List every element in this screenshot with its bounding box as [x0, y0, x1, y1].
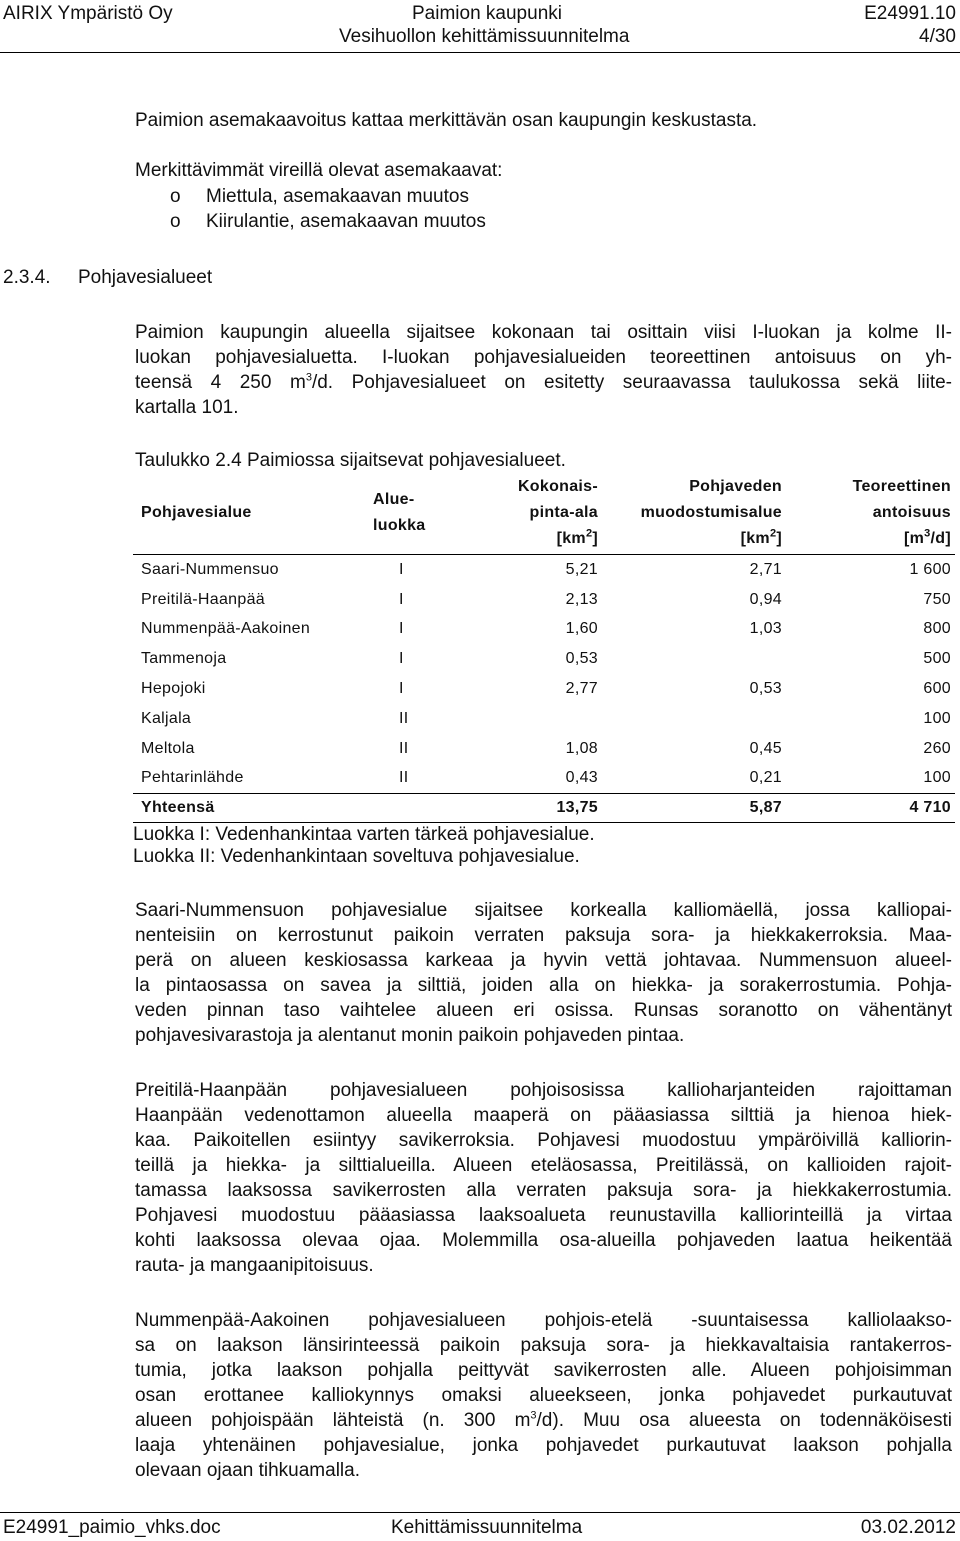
header-client: Paimion kaupunki	[412, 3, 562, 24]
paragraph-saari-nummensuo	[135, 898, 952, 1048]
text-line: sa on laakson länsirinteessä paikoin paksuja sora- ja hiekkavaltaisia rantakerros-	[135, 1335, 952, 1356]
text-segment: alueen pohjoispään lähteistä (n. 300 m	[135, 1410, 531, 1431]
table-caption: Taulukko 2.4 Paimiossa sijaitsevat pohjavesialueet.	[135, 450, 566, 471]
text-line: rauta- ja mangaanipitoisuus.	[135, 1255, 374, 1276]
total-formation-sum: 5,87	[608, 794, 796, 823]
header-yield: Teoreettinen antoisuus $[m^3/d]$	[796, 472, 955, 555]
yield: 100	[923, 769, 951, 787]
area-class: II	[399, 739, 409, 757]
text-line	[135, 370, 952, 395]
header-page-number: 4/30	[919, 26, 956, 47]
text-line: Saari-Nummensuon pohjavesialue sijaitsee korkealla kalliomäellä, jossa kalliopai-	[135, 900, 952, 921]
text-line: kaa. Paikoitellen esiintyy savikerroksia. Pohjavesi muodostuu ympäröivillä kalliorin-	[135, 1130, 952, 1151]
text-line: tamassa laaksossa savikerrosten alla verraten paksuja sora- ja hiekkakerrostumia.	[135, 1180, 952, 1201]
paragraph-preitila-haanpaa	[135, 1078, 952, 1278]
total-area	[428, 704, 608, 734]
area-name: Preitilä-Haanpää	[141, 590, 265, 608]
yield: 1 600	[909, 560, 951, 578]
yield: 100	[923, 709, 951, 727]
text-line: nenteisiin on kerrostunut paikoin verraten paksuja sora- ja hiekkakerroksia. Maa-	[135, 925, 952, 946]
area-class: I	[399, 590, 404, 608]
text-line: Preitilä-Haanpään pohjavesialueen pohjoisosissa kallioharjanteiden rajoittaman	[135, 1080, 952, 1101]
text-line	[135, 1408, 952, 1433]
table-note: Luokka I: Vedenhankintaa varten tärkeä pohjavesialue.	[133, 824, 595, 845]
intro-line-2: Merkittävimmät vireillä olevat asemakaavat:	[135, 160, 503, 181]
superscript: 3	[530, 1409, 537, 1422]
area-class: I	[399, 680, 404, 698]
total-area-sum: 13,75	[428, 794, 608, 823]
area-class: II	[399, 769, 409, 787]
area-name: Nummenpää-Aakoinen	[141, 620, 311, 638]
table-row	[133, 764, 955, 794]
text-line: tumia, jotka laakson pohjalla peittyvät savikerrosten alle. Alueen pohjoisimman	[135, 1360, 952, 1381]
total-area: 5,21	[565, 560, 598, 578]
formation-area: 0,94	[749, 590, 782, 608]
table-row	[133, 615, 955, 645]
text-line: kohti laaksossa olevaa ojaa. Molemmilla osa-alueilla pohjaveden laatua heikentää	[135, 1230, 952, 1251]
table-header-row	[133, 472, 955, 555]
text-line: osan erottanee kalliokynnys omaksi alueekseen, jonka pohjavedet purkautuvat	[135, 1385, 952, 1406]
text-line: teillä ja hiekka- ja silttialueilla. Alueen eteläosassa, Preitilässä, on kallioiden rajoit-	[135, 1155, 952, 1176]
bullet-marker: o	[170, 186, 181, 207]
header-project-code: E24991.10	[864, 3, 956, 24]
text-line: laaja yhtenäinen pohjavesialue, jonka pohjavedet purkautuvat laakson pohjalla	[135, 1435, 952, 1456]
section-number: 2.3.4.	[3, 267, 51, 288]
text-line: la pintaosassa on savea ja silttiä, joiden alla on hiekka- ja sorakerrostumia. Pohja-	[135, 975, 952, 996]
formation-area: 0,45	[749, 739, 782, 757]
total-yield-sum: 4 710	[796, 794, 955, 823]
formation-area	[608, 704, 796, 734]
table-row	[133, 674, 955, 704]
area-name: Pehtarinlähde	[141, 769, 244, 787]
bullet-marker: o	[170, 211, 181, 232]
footer-doc-type: Kehittämissuunnitelma	[391, 1517, 583, 1538]
total-area: 2,13	[565, 590, 598, 608]
text-line: Haanpään vedenottamon alueella maaperä on pääasiassa silttiä ja hienoa hiek-	[135, 1105, 952, 1126]
text-line: perä on alueen keskiosassa karkeaa ja hyvin vettä johtavaa. Nummensuon alueel-	[135, 950, 952, 971]
formation-area: 0,21	[749, 769, 782, 787]
text-segment: /d. Pohjavesialueet on esitetty seuraavassa taulukossa sekä liite-	[311, 372, 952, 393]
footer-file-name: E24991_paimio_vhks.doc	[3, 1517, 221, 1538]
area-class: II	[399, 709, 409, 727]
yield: 750	[923, 590, 951, 608]
footer-date: 03.02.2012	[860, 1517, 956, 1538]
area-class: I	[399, 650, 404, 668]
formation-area: 1,03	[749, 620, 782, 638]
yield: 600	[923, 680, 951, 698]
groundwater-table	[133, 472, 955, 823]
formation-area: 2,71	[749, 560, 782, 578]
total-area: 0,53	[565, 650, 598, 668]
header-class: Alue- luokka	[333, 472, 428, 555]
section-title: Pohjavesialueet	[78, 267, 213, 288]
area-name: Tammenoja	[141, 650, 227, 668]
text-line: Nummenpää-Aakoinen pohjavesialueen pohjois-etelä -suuntaisessa kalliolaakso-	[135, 1310, 952, 1331]
area-name: Saari-Nummensuo	[141, 560, 279, 578]
area-name: Hepojoki	[141, 680, 206, 698]
area-name: Meltola	[141, 739, 195, 757]
header-area: Pohjavesialue	[133, 472, 333, 555]
bullet-text: Kiirulantie, asemakaavan muutos	[206, 211, 486, 232]
formation-area	[608, 644, 796, 674]
header-divider	[0, 52, 960, 53]
text-segment: teensä 4 250 m	[135, 372, 306, 393]
superscript: 3	[305, 371, 312, 384]
header-total-area: Kokonais- pinta-ala $[km^2]$	[428, 472, 608, 555]
text-line: olevaan ojaan tihkuamalla.	[135, 1460, 360, 1481]
text-line: kartalla 101.	[135, 397, 239, 418]
total-label: Yhteensä	[133, 794, 333, 823]
total-area: 0,43	[565, 769, 598, 787]
header-doc-title: Vesihuollon kehittämissuunnitelma	[339, 26, 630, 47]
table-row	[133, 734, 955, 764]
text-line: Pohjavesi muodostuu pääasiassa laaksoalueta reunustavilla kalliorinteillä ja virtaa	[135, 1205, 952, 1226]
table-row	[133, 644, 955, 674]
text-line: luokan pohjavesialuetta. I-luokan pohjavesialueiden teoreettinen antoisuus on yh-	[135, 347, 952, 368]
bullet-text: Miettula, asemakaavan muutos	[206, 186, 469, 207]
yield: 500	[923, 650, 951, 668]
yield: 260	[923, 739, 951, 757]
area-name: Kaljala	[141, 709, 192, 727]
table-total-row	[133, 794, 955, 823]
table-row	[133, 585, 955, 615]
total-area: 2,77	[565, 680, 598, 698]
footer-divider	[0, 1512, 960, 1513]
text-line: veden pinnan taso vaihtelee alueen eri osissa. Runsas soranotto on vähentänyt	[135, 1000, 952, 1021]
table-row	[133, 704, 955, 734]
text-line: pohjavesivarastoja ja alentanut monin paikoin pohjaveden pintaa.	[135, 1025, 685, 1046]
total-area: 1,08	[565, 739, 598, 757]
text-segment: /d). Muu osa alueesta on todennäköisesti	[536, 1410, 952, 1431]
intro-line-1: Paimion asemakaavoitus kattaa merkittävän osan kaupungin keskustasta.	[135, 110, 758, 131]
header-company: AIRIX Ympäristö Oy	[3, 3, 173, 24]
area-class: I	[399, 560, 404, 578]
table-row	[133, 555, 955, 585]
header-formation-area: Pohjaveden muodostumisalue $[km^2]$	[608, 472, 796, 555]
yield: 800	[923, 620, 951, 638]
paragraph-nummenpaa-aakoinen	[135, 1308, 952, 1483]
total-area: 1,60	[565, 620, 598, 638]
area-class: I	[399, 620, 404, 638]
text-line: Paimion kaupungin alueella sijaitsee kokonaan tai osittain viisi I-luokan ja kolme II-	[135, 322, 952, 343]
table-note: Luokka II: Vedenhankintaan soveltuva pohjavesialue.	[133, 846, 580, 867]
formation-area: 0,53	[749, 680, 782, 698]
paragraph-intro-groundwater	[135, 320, 952, 420]
